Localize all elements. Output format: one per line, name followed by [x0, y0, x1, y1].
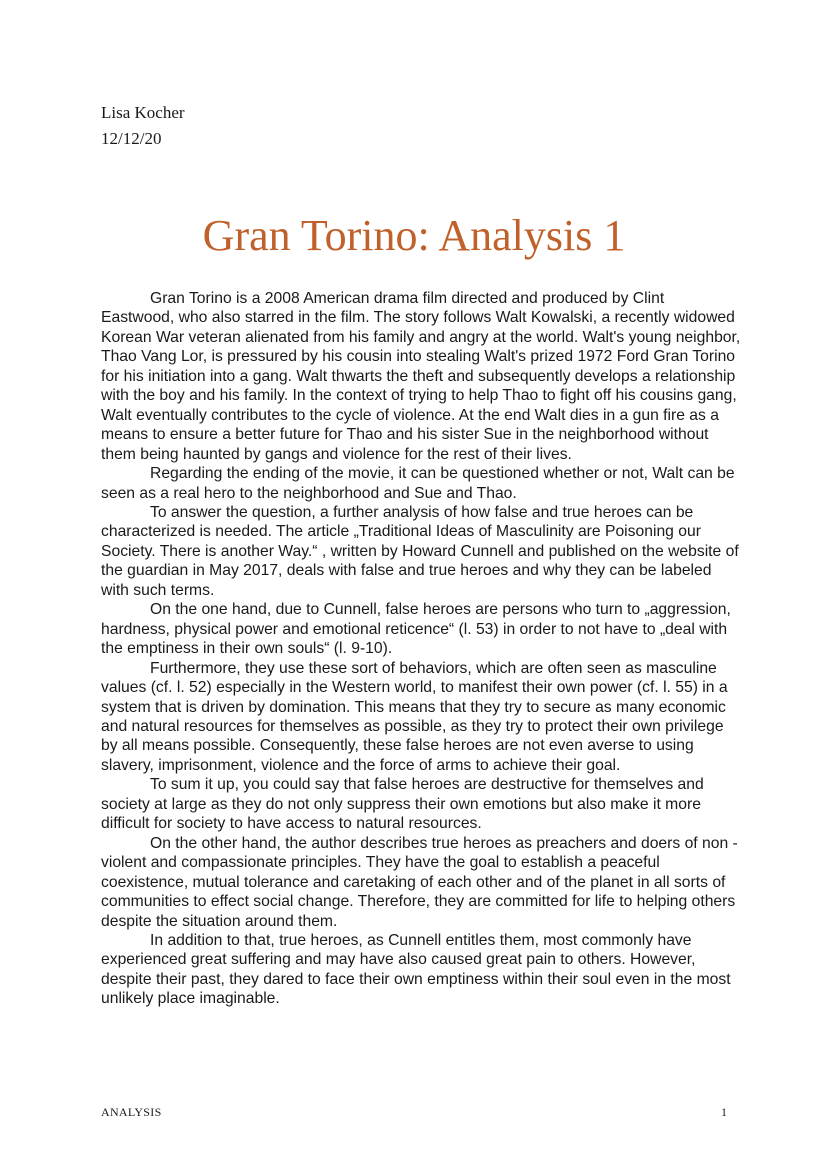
paragraph: To sum it up, you could say that false heroes are destructive for themselves and society at large as they do not only suppress their own emotions but also make it more difficult for society to have access to natural resources.: [101, 776, 704, 833]
author-name: Lisa Kocher: [101, 103, 185, 122]
paragraph: On the one hand, due to Cunnell, false heroes are persons who turn to „aggression, hardness, physical power and emotional reticence“ (l. 53) in order to not have to „deal with the emptiness in their own souls“ (l. 9-10).: [101, 601, 731, 658]
paragraph: Gran Torino is a 2008 American drama film directed and produced by Clint Eastwood, who also starred in the film. The story follows Walt Kowalski, a recently widowed Korean War veteran alienated from his family and angry at the world. Walt's young neighbor, Thao Vang Lor, is pressured by his cousin into stealing Walt's prized 1972 Ford Gran Torino for his initiation into a gang. Walt thwarts the theft and subsequently develops a relationship with the boy and his family. In the context of trying to help Thao to fight off his cousins gang, Walt eventually contributes to the cycle of violence. At the end Walt dies in a gun fire as a means to ensure a better future for Thao and his sister Sue in the neighborhood without them being haunted by gangs and violence for the rest of their lives.: [101, 290, 741, 463]
document-date: 12/12/20: [101, 129, 162, 148]
page-number: 1: [721, 1105, 727, 1119]
paragraph: To answer the question, a further analysis of how false and true heroes can be characterized is needed. The article „Traditional Ideas of Masculinity are Poisoning our Society. There is another Way.“ , written by Howard Cunnell and published on the website of the guardian in May 2017, deals with false and true heroes and why they can be labeled with such terms.: [101, 503, 739, 599]
paragraph: Furthermore, they use these sort of behaviors, which are often seen as masculine values (cf. l. 52) especially in the Western world, to manifest their own power (cf. l. 55) in a system that is driven by domination. This means that they try to secure as many economic and natural resources for themselves as possible, as they try to protect their own privilege by all means possible. Consequently, these false heroes are not even averse to using slavery, imprisonment, violence and the force of arms to achieve their goal.: [101, 659, 728, 774]
author-header: [101, 100, 185, 152]
document-title: Gran Torino: Analysis 1: [202, 211, 626, 260]
document-body: [101, 289, 741, 1009]
paragraph: Regarding the ending of the movie, it can be questioned whether or not, Walt can be seen as a real hero to the neighborhood and Sue and Thao.: [101, 465, 735, 502]
paragraph: In addition to that, true heroes, as Cunnell entitles them, most commonly have experienced great suffering and may have also caused great pain to others. However, despite their past, they dared to face their own emptiness within their soul even in the most unlikely place imaginable.: [101, 931, 731, 1008]
paragraph: On the other hand, the author describes true heroes as preachers and doers of non - violent and compassionate principles. They have the goal to establish a peaceful coexistence, mutual tolerance and caretaking of each other and of the planet in all sorts of communities to effect social change. Therefore, they are committed for life to helping others despite the situation around them.: [101, 834, 738, 930]
footer-label: ANALYSIS: [101, 1105, 162, 1119]
